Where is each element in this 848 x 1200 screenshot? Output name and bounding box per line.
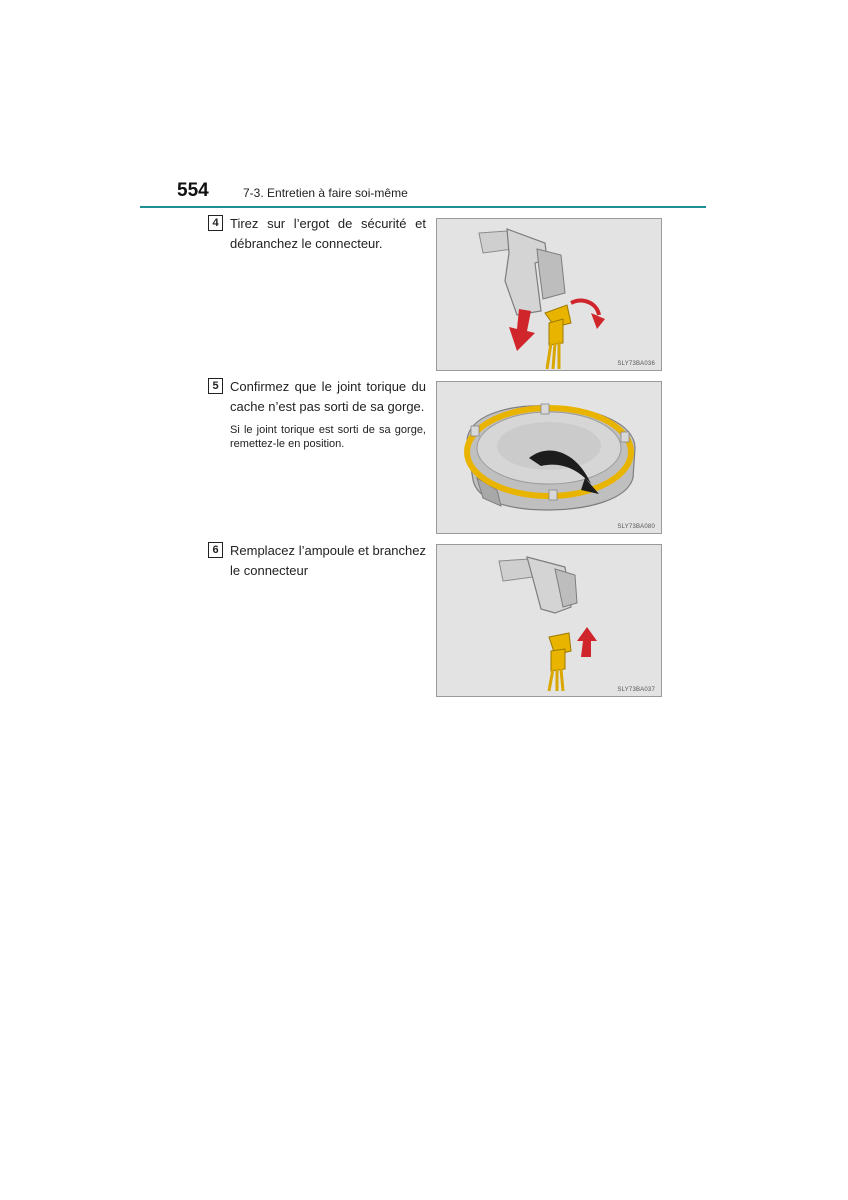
figure-code: SLY73BA036 xyxy=(617,361,655,367)
figure-disconnect-connector xyxy=(436,218,662,371)
step-5 xyxy=(208,377,426,451)
section-title: 7-3. Entretien à faire soi-même xyxy=(243,186,408,200)
header-rule xyxy=(140,206,706,208)
cover-o-ring-illustration xyxy=(437,382,662,534)
bulb-replace-illustration xyxy=(437,545,662,697)
step-number: 4 xyxy=(208,215,223,231)
step-text: Tirez sur l’ergot de sécurité et débranchez le connecteur. xyxy=(230,216,426,251)
step-4 xyxy=(208,214,426,254)
step-number: 6 xyxy=(208,542,223,558)
figure-code: SLY73BA080 xyxy=(617,524,655,530)
figure-o-ring-check xyxy=(436,381,662,534)
step-6 xyxy=(208,541,426,581)
figure-replace-bulb xyxy=(436,544,662,697)
page-number: 554 xyxy=(177,180,209,201)
step-text: Confirmez que le joint torique du cache n’est pas sorti de sa gorge. xyxy=(230,379,426,414)
step-number: 5 xyxy=(208,378,223,394)
step-note: Si le joint torique est sorti de sa gorge, remettez-le en position. xyxy=(230,424,426,450)
bulb-connector-illustration xyxy=(437,219,662,371)
step-text: Remplacez l’ampoule et branchez le connecteur xyxy=(230,543,426,578)
figure-code: SLY73BA037 xyxy=(617,687,655,693)
